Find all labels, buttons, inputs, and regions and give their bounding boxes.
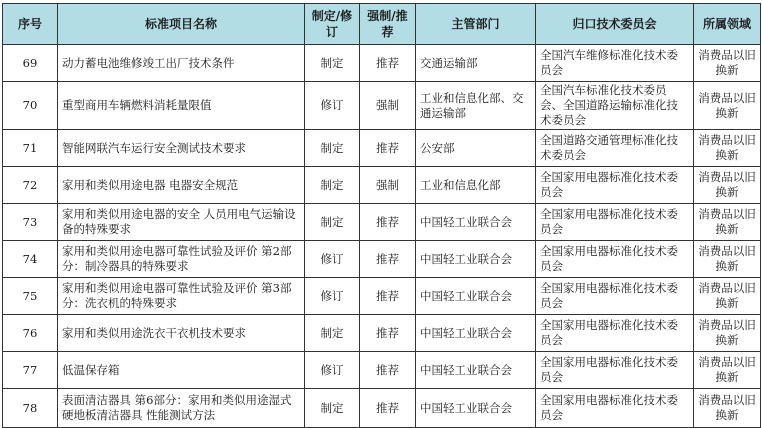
cell-department: 中国轻工业联合会 (416, 278, 536, 315)
cell-row-number: 69 (3, 45, 58, 82)
cell-technical-committee: 全国家用电器标准化技术委员会 (536, 352, 694, 389)
table-row (3, 352, 761, 389)
cell-mandatory-recommended: 推荐 (360, 204, 416, 241)
cell-establish-revise: 制定 (305, 315, 360, 352)
cell-mandatory-recommended: 强制 (360, 82, 416, 130)
table-row (3, 167, 761, 204)
cell-domain: 消费品以旧换新 (694, 82, 761, 130)
cell-establish-revise: 制定 (305, 45, 360, 82)
cell-department: 中国轻工业联合会 (416, 204, 536, 241)
header-establish-revise: 制定/修订 (305, 4, 360, 45)
cell-row-number: 73 (3, 204, 58, 241)
cell-mandatory-recommended: 推荐 (360, 389, 416, 428)
table-row (3, 241, 761, 278)
cell-mandatory-recommended: 推荐 (360, 315, 416, 352)
cell-establish-revise: 修订 (305, 352, 360, 389)
table-row (3, 45, 761, 82)
table-row (3, 82, 761, 130)
cell-technical-committee: 全国道路交通管理标准化技术委员会 (536, 130, 694, 167)
cell-row-number: 78 (3, 389, 58, 428)
cell-establish-revise: 制定 (305, 204, 360, 241)
cell-mandatory-recommended: 推荐 (360, 352, 416, 389)
cell-domain: 消费品以旧换新 (694, 45, 761, 82)
cell-domain: 消费品以旧换新 (694, 167, 761, 204)
cell-domain: 消费品以旧换新 (694, 278, 761, 315)
cell-row-number: 76 (3, 315, 58, 352)
header-mandatory-recommended: 强制/推荐 (360, 4, 416, 45)
cell-department: 工业和信息化部、交通运输部 (416, 82, 536, 130)
cell-standard-name: 重型商用车辆燃料消耗量限值 (58, 82, 305, 130)
cell-row-number: 72 (3, 167, 58, 204)
cell-row-number: 77 (3, 352, 58, 389)
cell-establish-revise: 制定 (305, 130, 360, 167)
cell-domain: 消费品以旧换新 (694, 204, 761, 241)
header-technical-committee: 归口技术委员会 (536, 4, 694, 45)
cell-department: 中国轻工业联合会 (416, 389, 536, 428)
cell-standard-name: 家用和类似用途电器可靠性试验及评价 第3部分：洗衣机的特殊要求 (58, 278, 305, 315)
cell-domain: 消费品以旧换新 (694, 352, 761, 389)
header-domain: 所属领域 (694, 4, 761, 45)
standards-table (2, 3, 761, 428)
cell-technical-committee: 全国家用电器标准化技术委员会 (536, 167, 694, 204)
cell-technical-committee: 全国家用电器标准化技术委员会 (536, 389, 694, 428)
cell-technical-committee: 全国家用电器标准化技术委员会 (536, 241, 694, 278)
cell-mandatory-recommended: 推荐 (360, 130, 416, 167)
cell-standard-name: 动力蓄电池维修竣工出厂技术条件 (58, 45, 305, 82)
cell-standard-name: 家用和类似用途电器的安全 人员用电气运输设备的特殊要求 (58, 204, 305, 241)
cell-mandatory-recommended: 推荐 (360, 278, 416, 315)
cell-department: 中国轻工业联合会 (416, 241, 536, 278)
cell-department: 公安部 (416, 130, 536, 167)
cell-technical-committee: 全国家用电器标准化技术委员会 (536, 204, 694, 241)
cell-standard-name: 家用和类似用途电器可靠性试验及评价 第2部分：制冷器具的特殊要求 (58, 241, 305, 278)
cell-department: 中国轻工业联合会 (416, 352, 536, 389)
cell-row-number: 70 (3, 82, 58, 130)
header-number: 序号 (3, 4, 58, 45)
cell-department: 中国轻工业联合会 (416, 315, 536, 352)
cell-standard-name: 家用和类似用途电器 电器安全规范 (58, 167, 305, 204)
cell-technical-committee: 全国家用电器标准化技术委员会 (536, 315, 694, 352)
cell-technical-committee: 全国家用电器标准化技术委员会 (536, 278, 694, 315)
cell-establish-revise: 制定 (305, 389, 360, 428)
cell-standard-name: 智能网联汽车运行安全测试技术要求 (58, 130, 305, 167)
cell-department: 工业和信息化部 (416, 167, 536, 204)
header-standard-name: 标准项目名称 (58, 4, 305, 45)
cell-establish-revise: 修订 (305, 278, 360, 315)
cell-standard-name: 低温保存箱 (58, 352, 305, 389)
cell-standard-name: 表面清洁器具 第6部分：家用和类似用途湿式硬地板清洁器具 性能测试方法 (58, 389, 305, 428)
cell-technical-committee: 全国汽车维修标准化技术委员会 (536, 45, 694, 82)
cell-row-number: 71 (3, 130, 58, 167)
cell-domain: 消费品以旧换新 (694, 389, 761, 428)
cell-establish-revise: 制定 (305, 167, 360, 204)
table-row (3, 130, 761, 167)
cell-row-number: 75 (3, 278, 58, 315)
header-department: 主管部门 (416, 4, 536, 45)
cell-establish-revise: 修订 (305, 82, 360, 130)
cell-row-number: 74 (3, 241, 58, 278)
cell-establish-revise: 修订 (305, 241, 360, 278)
cell-technical-committee: 全国汽车标准化技术委员会、全国道路运输标准化技术委员会 (536, 82, 694, 130)
table-row (3, 315, 761, 352)
header-row (3, 4, 761, 45)
table-row (3, 204, 761, 241)
cell-domain: 消费品以旧换新 (694, 130, 761, 167)
cell-domain: 消费品以旧换新 (694, 241, 761, 278)
table-row (3, 278, 761, 315)
cell-mandatory-recommended: 推荐 (360, 241, 416, 278)
table-body (3, 45, 761, 428)
cell-domain: 消费品以旧换新 (694, 315, 761, 352)
cell-mandatory-recommended: 推荐 (360, 45, 416, 82)
table-row (3, 389, 761, 428)
cell-mandatory-recommended: 强制 (360, 167, 416, 204)
cell-department: 交通运输部 (416, 45, 536, 82)
cell-standard-name: 家用和类似用途洗衣干衣机技术要求 (58, 315, 305, 352)
